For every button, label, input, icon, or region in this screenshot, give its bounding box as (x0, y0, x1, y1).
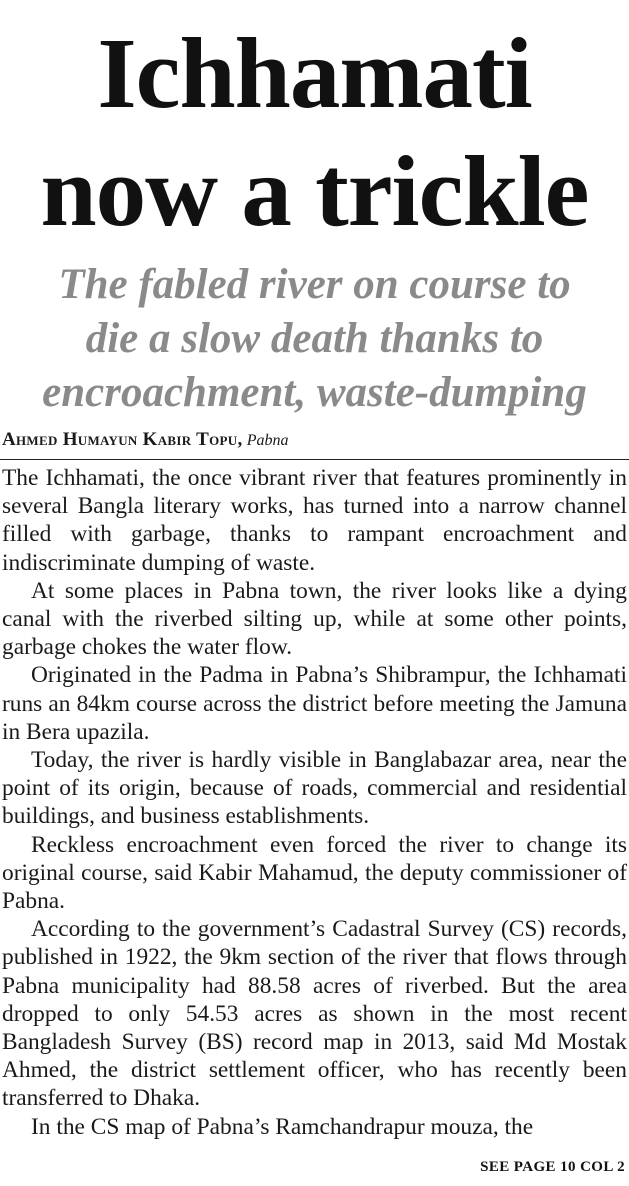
article-paragraph: Today, the river is hardly visible in Banglabazar area, near the point of its origin, because of roads, commercial and residential buildings, and business establishments. (2, 747, 627, 830)
article-body (0, 460, 629, 1141)
byline-location: Pabna (246, 432, 289, 449)
article-paragraph: According to the government’s Cadastral Survey (CS) records, published in 1922, the 9km section of the river that flows through Pabna municipality had 88.58 acres of riverbed. But the area dropped to only 54.53 acres as shown in the most recent Bangladesh Survey (BS) record map in 2013, said Md Mostak Ahmed, the district settlement officer, who has recently been transferred to Dhaka. (2, 916, 627, 1112)
article-paragraph: Originated in the Padma in Pabna’s Shibrampur, the Ichhamati runs an 84km course across the district before meeting the Jamuna in Bera upazila. (2, 662, 627, 745)
headline-line-1: Ichhamati (97, 17, 532, 129)
article-paragraph: In the CS map of Pabna’s Ramchandrapur mouza, the (31, 1113, 534, 1140)
subheadline-line-1: The fabled river on course to (58, 261, 571, 308)
headline (0, 0, 629, 250)
article-paragraph: Reckless encroachment even forced the river to change its original course, said Kabir Mahamud, the deputy commissioner of Pabna. (2, 831, 627, 915)
continued-on-page: SEE PAGE 10 COL 2 (480, 1159, 625, 1175)
subheadline (0, 250, 629, 420)
subheadline-line-2: die a slow death thanks to (85, 315, 544, 362)
article-paragraph: At some places in Pabna town, the river looks like a dying canal with the riverbed silting up, while at some other points, garbage chokes the water flow. (2, 577, 627, 661)
byline-author: Ahmed Humayun Kabir Topu, (2, 429, 243, 450)
subheadline-line-3: encroachment, waste-dumping (42, 369, 587, 416)
article-paragraph: The Ichhamati, the once vibrant river that features prominently in several Bangla literary works, has turned into a narrow channel filled with garbage, thanks to rampant encroachment and indiscriminate dumping of waste. (2, 465, 627, 576)
headline-line-2: now a trickle (40, 135, 589, 247)
byline (0, 428, 629, 460)
